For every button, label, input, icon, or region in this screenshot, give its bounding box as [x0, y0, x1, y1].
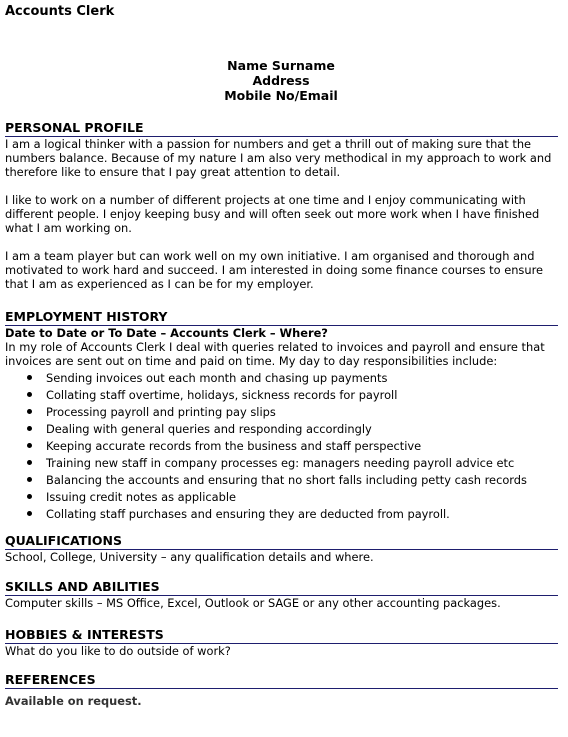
contact-block [0, 58, 562, 103]
duties-list [5, 370, 558, 523]
list-item: Balancing the accounts and ensuring that no short falls including petty cash records [5, 472, 558, 489]
bullet-icon [27, 375, 32, 380]
job-title: Date to Date or To Date – Accounts Clerk – Where? [5, 326, 328, 340]
job-intro: In my role of Accounts Clerk I deal with queries related to invoices and payroll and ensure that invoices are sent out on time and paid on time. My day to day responsibilities include: [5, 340, 545, 368]
references-text: Available on request. [5, 694, 142, 708]
bullet-icon [27, 511, 32, 516]
document-title: Accounts Clerk [5, 4, 115, 19]
contact-name: Name Surname [227, 58, 335, 73]
skills-text: Computer skills – MS Office, Excel, Outlook or SAGE or any other accounting packages. [5, 596, 501, 610]
personal-profile-section [5, 121, 558, 291]
bullet-icon [27, 392, 32, 397]
list-item: Collating staff overtime, holidays, sickness records for payroll [5, 387, 558, 404]
profile-paragraph: I am a team player but can work well on my own initiative. I am organised and thorough and motivated to work hard and succeed. I am interested in doing some finance courses to ensure that I am as experienced as I can be for my employer. [5, 249, 544, 291]
list-item: Sending invoices out each month and chasing up payments [5, 370, 558, 387]
profile-paragraph: I like to work on a number of different projects at one time and I enjoy communicating with different people. I enjoy keeping busy and will often seek out more work when I have finished what I am working on. [5, 193, 540, 235]
qualifications-text: School, College, University – any qualification details and where. [5, 550, 374, 564]
section-heading: HOBBIES & INTERESTS [5, 628, 558, 644]
references-section [5, 673, 558, 708]
list-item: Dealing with general queries and responding accordingly [5, 421, 558, 438]
profile-paragraph: I am a logical thinker with a passion for numbers and get a thrill out of making sure that the numbers balance. Because of my nature I am also very methodical in my approach to work and therefore like to ensure that I pay great attention to detail. [5, 137, 552, 179]
section-heading: REFERENCES [5, 673, 558, 689]
section-heading: SKILLS AND ABILITIES [5, 580, 558, 596]
contact-address: Address [252, 73, 310, 88]
skills-section [5, 580, 558, 610]
list-item: Issuing credit notes as applicable [5, 489, 558, 506]
list-item: Collating staff purchases and ensuring they are deducted from payroll. [5, 506, 558, 523]
bullet-icon [27, 494, 32, 499]
hobbies-text: What do you like to do outside of work? [5, 644, 231, 658]
bullet-icon [27, 443, 32, 448]
bullet-icon [27, 426, 32, 431]
list-item: Keeping accurate records from the business and staff perspective [5, 438, 558, 455]
list-item: Training new staff in company processes eg: managers needing payroll advice etc [5, 455, 558, 472]
list-item: Processing payroll and printing pay slips [5, 404, 558, 421]
section-heading: QUALIFICATIONS [5, 534, 558, 550]
bullet-icon [27, 460, 32, 465]
hobbies-section [5, 628, 558, 658]
employment-history-section [5, 310, 558, 523]
section-heading: EMPLOYMENT HISTORY [5, 310, 558, 326]
bullet-icon [27, 409, 32, 414]
qualifications-section [5, 534, 558, 564]
contact-mobile-email: Mobile No/Email [224, 88, 338, 103]
section-heading: PERSONAL PROFILE [5, 121, 558, 137]
bullet-icon [27, 477, 32, 482]
